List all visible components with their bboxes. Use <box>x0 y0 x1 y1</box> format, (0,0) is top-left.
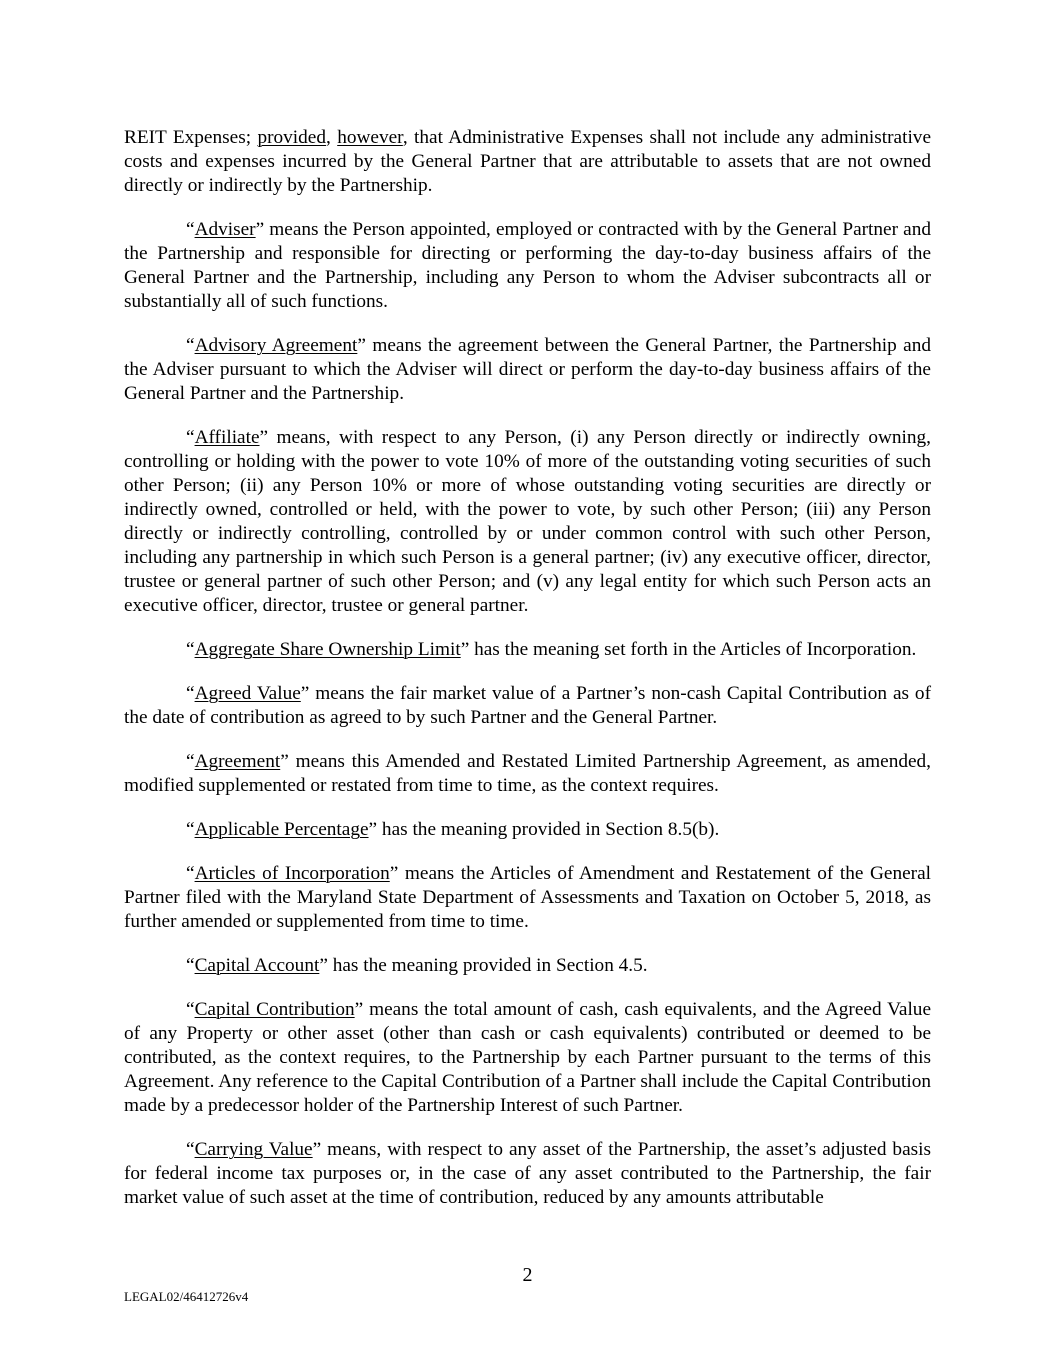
definition-text: means the Person appointed, employed or contracted with by the General Partner and the Partnership and responsible for directing or performing the day-to-day business affairs of the General Partner and the Partnership, including any Person to whom the Adviser subcontracts all or substantially all of such functions. <box>124 219 931 312</box>
definition-agreed-value: “Agreed Value” means the fair market value of a Partner’s non-cash Capital Contribution as of the date of contribution as agreed to by such Partner and the General Partner. <box>124 683 931 728</box>
definition-articles-of-incorporation: “Articles of Incorporation” means the Articles of Amendment and Restatement of the General Partner filed with the Maryland State Department of Assessments and Taxation on October 5, 2018, as further amended or supplemented from time to time. <box>124 863 931 932</box>
defined-term: Advisory Agreement <box>194 335 358 356</box>
defined-term: Agreed Value <box>194 683 301 704</box>
defined-term: Capital Account <box>194 955 320 976</box>
defined-term: Affiliate <box>194 427 260 448</box>
paragraph-text: REIT Expenses; <box>124 127 258 148</box>
document-id: LEGAL02/46412726v4 <box>124 1289 249 1304</box>
definition-aggregate-share-ownership-limit: “Aggregate Share Ownership Limit” has the meaning set forth in the Articles of Incorporation. <box>186 639 917 660</box>
definition-capital-contribution: “Capital Contribution” means the total amount of cash, cash equivalents, and the Agreed Value of any Property or other asset (other than cash or cash equivalents) contributed or deemed to be contributed, as the context requires, to the Partnership by each Partner pursuant to the terms of this Agreement. Any reference to the Capital Contribution of a Partner shall include the Capital Contribution made by a predecessor holder of the Partnership Interest of such Partner. <box>124 999 931 1116</box>
defined-term: Aggregate Share Ownership Limit <box>194 639 461 660</box>
definition-carrying-value: “Carrying Value” means, with respect to any asset of the Partnership, the asset’s adjusted basis for federal income tax purposes or, in the case of any asset contributed to the Partnership, the fair market value of such asset at the time of contribution, reduced by any amounts attributable <box>124 1139 931 1208</box>
defined-term: Applicable Percentage <box>194 819 369 840</box>
definition-advisory-agreement: “Advisory Agreement” means the agreement between the General Partner, the Partnership and the Adviser pursuant to which the Adviser will direct or perform the day-to-day business affairs of the General Partner and the Partnership. <box>124 335 931 404</box>
definition-text: means the fair market value of a Partner’s non-cash Capital Contribution as of the date of contribution as agreed to by such Partner and the General Partner. <box>124 683 931 728</box>
definition-text: means, with respect to any asset of the Partnership, the asset’s adjusted basis for federal income tax purposes or, in the case of any asset contributed to the Partnership, the fair market value of such asset at the time of contribution, reduced by any amounts attributable <box>124 1139 931 1208</box>
provided-term: provided <box>257 127 326 148</box>
definition-text: means the agreement between the General Partner, the Partnership and the Adviser pursuant to which the Adviser will direct or perform the day-to-day business affairs of the General Partner and the Partnership. <box>124 335 931 404</box>
definition-text: has the meaning set forth in the Articles of Incorporation. <box>469 639 917 660</box>
defined-term: Agreement <box>194 751 281 772</box>
paragraph-text: , <box>325 127 338 148</box>
definition-text: means, with respect to any Person, (i) any Person directly or indirectly owning, controlling or holding with the power to vote 10% of more of the outstanding voting securities of such other Person; (ii) any Person 10% or more of whose outstanding voting securities are directly or indirectly owned, controlled or held, with the power to vote, by such other Person; (iii) any Person directly or indirectly controlling, controlled by or under common control with such other Person, including any partnership in which such Person is a general partner; (iv) any executive officer, director, trustee or general partner of such other Person; and (v) any legal entity for which such Person acts an executive officer, director, trustee or general partner. <box>124 427 931 616</box>
paragraph-text: , that Administrative Expenses shall not include any administrative costs and expenses incurred by the General Partner that are attributable to assets that are not owned directly or indirectly by the Partnership. <box>124 127 932 196</box>
definition-agreement: “Agreement” means this Amended and Restated Limited Partnership Agreement, as amended, modified supplemented or restated from time to time, as the context requires. <box>124 751 931 796</box>
page-number: 2 <box>522 1264 533 1286</box>
definition-text: means this Amended and Restated Limited Partnership Agreement, as amended, modified supplemented or restated from time to time, as the context requires. <box>124 751 931 796</box>
defined-term: Capital Contribution <box>194 999 355 1020</box>
definition-applicable-percentage: “Applicable Percentage” has the meaning provided in Section 8.5(b). <box>186 819 720 840</box>
paragraph-reit-expenses <box>124 126 931 198</box>
definition-text: has the meaning provided in Section 8.5(b). <box>377 819 720 840</box>
definition-affiliate: “Affiliate” means, with respect to any Person, (i) any Person directly or indirectly owning, controlling or holding with the power to vote 10% of more of the outstanding voting securities of such other Person; (ii) any Person 10% or more of whose outstanding voting securities are directly or indirectly owned, controlled or held, with the power to vote, by such other Person; (iii) any Person directly or indirectly controlling, controlled by or under common control with such other Person, including any partnership in which such Person is a general partner; (iv) any executive officer, director, trustee or general partner of such other Person; and (v) any legal entity for which such Person acts an executive officer, director, trustee or general partner. <box>124 427 931 616</box>
definition-text: has the meaning provided in Section 4.5. <box>327 955 648 976</box>
defined-term: Carrying Value <box>194 1139 313 1160</box>
document-body <box>124 126 931 1230</box>
definition-text: means the Articles of Amendment and Restatement of the General Partner filed with the Maryland State Department of Assessments and Taxation on October 5, 2018, as further amended or supplemented from time to time. <box>124 863 931 932</box>
definition-adviser: “Adviser” means the Person appointed, employed or contracted with by the General Partner and the Partnership and responsible for directing or performing the day-to-day business affairs of the General Partner and the Partnership, including any Person to whom the Adviser subcontracts all or substantially all of such functions. <box>124 219 931 312</box>
definition-capital-account: “Capital Account” has the meaning provided in Section 4.5. <box>186 955 648 976</box>
definition-text: means the total amount of cash, cash equivalents, and the Agreed Value of any Property or other asset (other than cash or cash equivalents) contributed or deemed to be contributed, as the context requires, to the Partnership by each Partner pursuant to the terms of this Agreement. Any reference to the Capital Contribution of a Partner shall include the Capital Contribution made by a predecessor holder of the Partnership Interest of such Partner. <box>124 999 931 1116</box>
defined-term: Articles of Incorporation <box>194 863 390 884</box>
however-term: however <box>337 127 403 148</box>
defined-term: Adviser <box>194 219 256 240</box>
